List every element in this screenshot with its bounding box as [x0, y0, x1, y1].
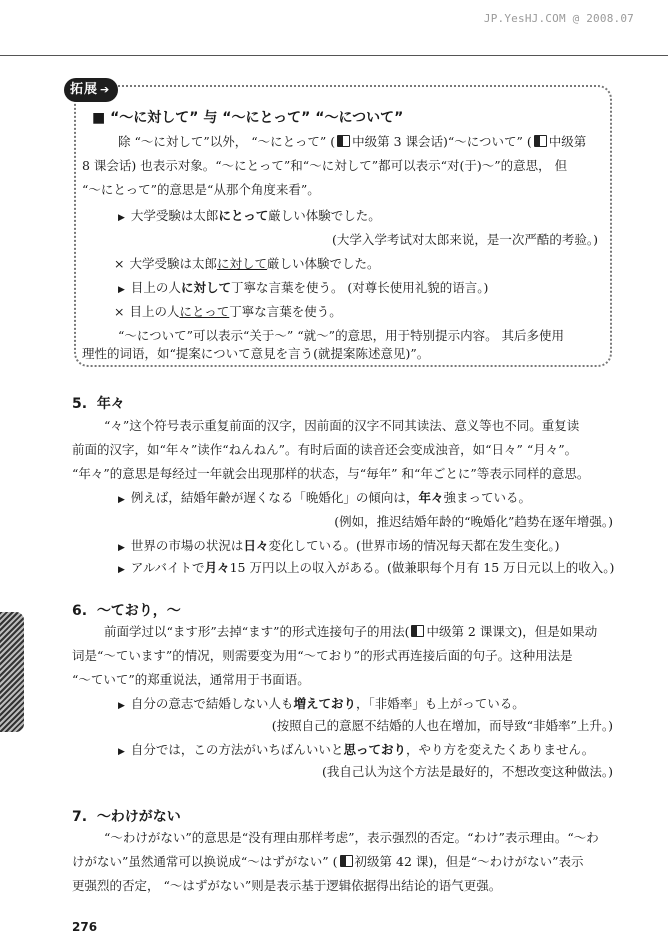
book-icon	[411, 625, 424, 637]
section-7-para-line2: けがない”虽然通常可以换说成“～はずがない” ( 初级第 42 课)，但是“～わけがない”表示	[72, 854, 584, 869]
section-6-example-1: ▶ 自分の意志で結婚しない人も増えており，「非婚率」も上がっている。	[118, 696, 525, 711]
book-icon	[534, 135, 547, 147]
expansion-tag-label: 拓展	[70, 82, 99, 97]
triangle-bullet-icon: ▶	[118, 213, 125, 223]
header-rule	[0, 55, 668, 56]
box-example-1: ▶ 大学受験は太郎にとって厳しい体験でした。	[118, 208, 381, 223]
box-para1-line1: 除 “～に対して”以外， “～にとって” ( 中级第 3 课会话)“～について” ( 中级第	[118, 134, 587, 149]
box-heading: ■ “～に対して” 与 “～にとって” “～について”	[92, 110, 404, 126]
cross-mark-icon: ×	[114, 304, 125, 319]
section-6-heading: 6. ～ており，～	[72, 603, 181, 619]
section-5-example-1: ▶ 例えば，結婚年齢が遅くなる「晩婚化」の傾向は，年々強まっている。	[118, 490, 531, 505]
box-para1-line2: 8 课会话) 也表示对象。“～にとって”和“～に対して”都可以表示“对(于)～”的意思， 但	[82, 158, 568, 173]
cross-mark-icon: ×	[114, 256, 125, 271]
section-5-para-line2: 前面的汉字，如“年々”读作“ねんねん”。有时后面的读音还会变成浊音，如“日々” “月々”。	[72, 442, 578, 457]
section-5-heading: 5. 年々	[72, 396, 125, 412]
section-6-example-2-translation: (我自己认为这个方法是最好的，不想改变这种做法。)	[321, 764, 613, 779]
section-6-example-2: ▶ 自分では，この方法がいちばんいいと思っており，やり方を変えたくありません。	[118, 742, 595, 757]
chapter-side-tab	[0, 612, 24, 732]
section-5-example-3: ▶ アルバイトで月々15 万円以上の収入がある。(做兼职每个月有 15 万日元以上的收入。)	[118, 560, 615, 575]
triangle-bullet-icon: ▶	[118, 565, 125, 575]
box-example-3: ▶ 目上の人に対して丁寧な言葉を使う。 (对尊长使用礼貌的语言。)	[118, 280, 489, 295]
expansion-box	[74, 85, 612, 367]
section-5-example-1-translation: (例如，推迟结婚年龄的“晚婚化”趋势在逐年增强。)	[334, 514, 613, 529]
box-example-2-wrong: × 大学受験は太郎に対して厳しい体験でした。	[114, 256, 380, 271]
book-icon	[337, 135, 350, 147]
section-6-para-line3: “～ていて”的郑重说法，通常用于书面语。	[72, 672, 310, 687]
section-7-para-line3: 更强烈的否定， “～はずがない”则是表示基于逻辑依据得出结论的语气更强。	[72, 878, 502, 893]
triangle-bullet-icon: ▶	[118, 543, 125, 553]
section-6-para-line2: 词是“～ています”的情况，则需要变为用“～ており”的形式再连接后面的句子。这种用法是	[72, 648, 573, 663]
triangle-bullet-icon: ▶	[118, 747, 125, 757]
box-para1-line3: “～にとって”的意思是“从那个角度来看”。	[82, 182, 320, 197]
section-5-example-2: ▶ 世界の市場の状況は日々変化している。(世界市场的情况每天都在发生变化。)	[118, 538, 560, 553]
triangle-bullet-icon: ▶	[118, 495, 125, 505]
section-6-example-1-translation: (按照自己的意愿不结婚的人也在增加，而导致“非婚率”上升。)	[271, 718, 613, 733]
section-7-para-line1: “～わけがない”的意思是“没有理由那样考虑”，表示强烈的否定。“わけ”表示理由。“～わ	[104, 830, 599, 845]
page-number: 276	[72, 920, 98, 934]
book-icon	[340, 855, 353, 867]
box-para2-line1: “～について”可以表示“关于～” “就～”的意思，用于特别提示内容。 其后多使用	[118, 328, 565, 343]
triangle-bullet-icon: ▶	[118, 285, 125, 295]
section-5-para-line3: “年々”的意思是每经过一年就会出现那样的状态，与“毎年” 和“年ごとに”等表示同样的意思。	[72, 466, 590, 481]
expansion-tag	[64, 78, 118, 102]
watermark: JP.YesHJ.COM @ 2008.07	[483, 12, 634, 25]
box-example-4-wrong: × 目上の人にとって丁寧な言葉を使う。	[114, 304, 342, 319]
box-para2-line2: 理性的词语，如“提案について意見を言う(就提案陈述意见)”。	[82, 346, 430, 361]
section-5-para-line1: “々”这个符号表示重复前面的汉字，因前面的汉字不同其读法、意义等也不同。重复读	[104, 418, 580, 433]
section-7-heading: 7. ～わけがない	[72, 809, 181, 825]
box-example-1-translation: (大学入学考试对太郎来说，是一次严酷的考验。)	[331, 232, 598, 247]
triangle-bullet-icon: ▶	[118, 701, 125, 711]
section-6-para-line1: 前面学过以“ます形”去掉“ます”的形式连接句子的用法( 中级第 2 课课文)，但是如果动	[104, 624, 598, 639]
arrow-icon: ➔	[100, 83, 111, 96]
